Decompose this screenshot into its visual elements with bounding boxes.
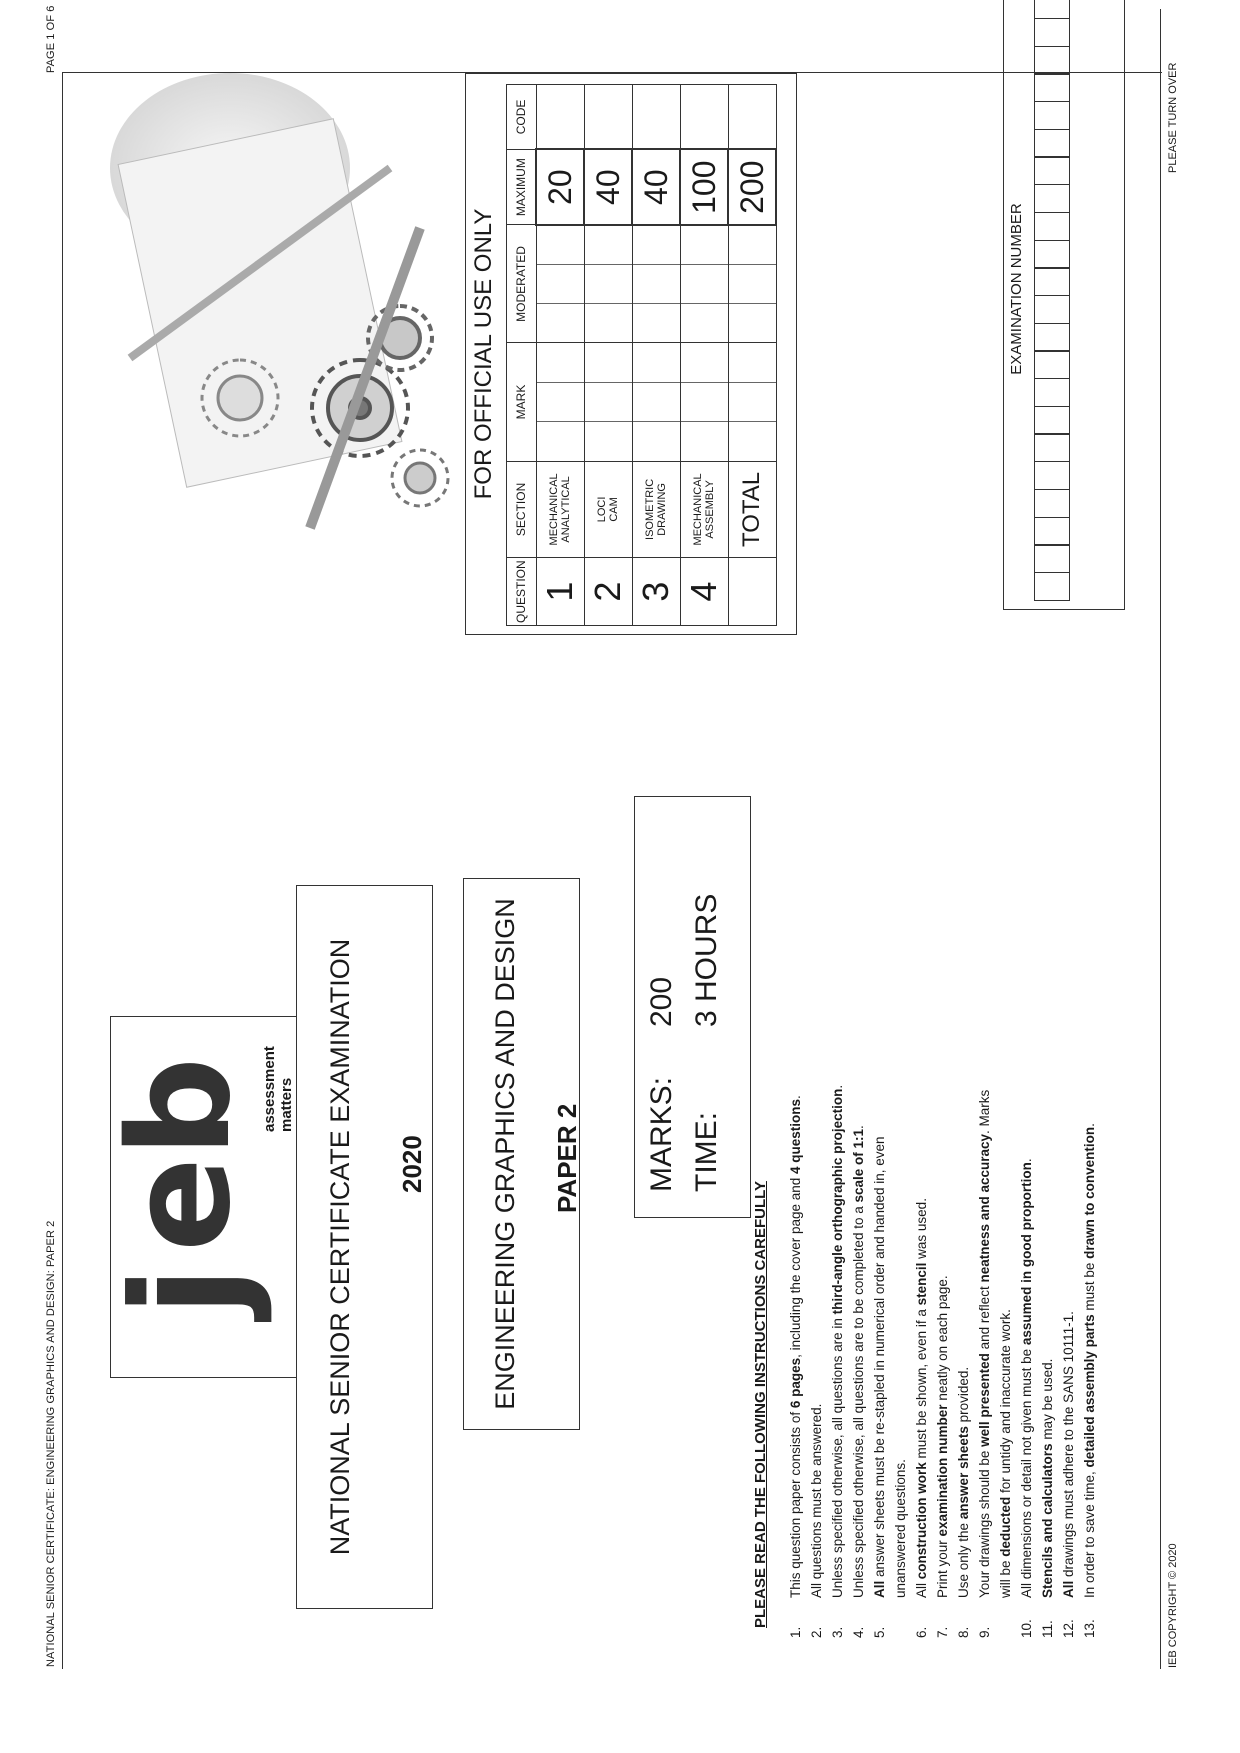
section-name [680,461,728,558]
instruction-text: will be deducted for untidy and inaccurate work. [998,1309,1013,1598]
instruction-number: 11. [1040,1620,1055,1638]
section-line-1: MECHANICAL [548,473,560,546]
official-use-box [465,73,797,635]
copyright-text: IEB COPYRIGHT © 2020 [1167,1543,1179,1668]
instruction-item [827,818,848,1638]
examination-number-cell[interactable] [1034,350,1070,379]
instruction-text: Unless specified otherwise, all questions are to be completed to a scale of 1:1. [851,1125,866,1598]
examination-number-cell[interactable] [1034,46,1070,75]
column-header-code: CODE [507,85,537,150]
total-question-cell [728,558,776,626]
question-number: 4 [680,558,728,626]
mark-cell[interactable] [632,343,680,461]
instruction-number: 4. [851,1626,866,1638]
table-row [536,85,584,626]
table-total-row [728,85,776,626]
section-line-2: ASSEMBLY [704,480,716,539]
examination-number-box [1003,0,1125,610]
instruction-text: This question paper consists of 6 pages, including the cover page and 4 questions. [788,1095,803,1598]
table-row [680,85,728,626]
examination-number-cell[interactable] [1034,212,1070,241]
code-cell[interactable] [680,85,728,150]
official-use-table [506,84,777,626]
instruction-item [1058,818,1079,1638]
instruction-item [869,818,890,1638]
examination-number-cell[interactable] [1034,461,1070,490]
examination-number-cell[interactable] [1034,517,1070,546]
moderated-cell[interactable] [632,225,680,343]
section-line-2: ANALYTICAL [560,476,572,543]
maximum-value: 100 [680,149,728,225]
exam-year: 2020 [397,1135,427,1193]
instruction-text: All drawings must adhere to the SANS 10111-1. [1061,1311,1076,1598]
section-line-2: CAM [608,497,620,522]
footer-rule [1160,9,1161,1669]
table-header-row [507,85,537,626]
logo-letters-eb: eb [99,1056,262,1252]
instruction-item [848,818,869,1638]
section-line-1: ISOMETRIC [644,478,656,540]
section-name [536,461,584,558]
instructions-heading: PLEASE READ THE FOLLOWING INSTRUCTIONS CAREFULLY [752,1181,769,1628]
examination-number-label: EXAMINATION NUMBER [1008,203,1025,375]
gear-icon [392,450,448,506]
mark-cell[interactable] [536,343,584,461]
moderated-cell[interactable] [536,225,584,343]
official-use-rows [536,85,728,626]
instruction-item [995,818,1016,1638]
title-box [296,885,433,1609]
examination-number-cell[interactable] [1034,572,1070,601]
examination-number-cell[interactable] [1034,433,1070,462]
section-line-1: MECHANICAL [692,473,704,546]
instruction-number: 3. [830,1626,845,1638]
instruction-item [785,818,806,1638]
code-cell[interactable] [584,85,632,150]
instruction-text: Unless specified otherwise, all questions are in third-angle orthographic projection. [830,1084,845,1598]
instruction-item [1079,818,1100,1638]
examination-number-cell[interactable] [1034,101,1070,130]
instruction-item [953,818,974,1638]
instruction-number: 7. [935,1626,950,1638]
section-name [584,461,632,558]
instruction-text: All dimensions or detail not given must be assumed in good proportion. [1019,1158,1034,1598]
instruction-item [806,818,827,1638]
marks-time-box [634,796,751,1218]
gears-illustration [90,68,450,588]
instruction-item [974,818,995,1638]
examination-number-cell[interactable] [1034,544,1070,573]
section-line-2: DRAWING [656,483,668,536]
examination-number-cell[interactable] [1034,156,1070,185]
instruction-number: 9. [977,1626,992,1638]
instruction-item [1016,818,1037,1638]
instruction-text: Use only the answer sheets provided. [956,1366,971,1598]
examination-number-cells [1034,0,1070,601]
examination-number-cell[interactable] [1034,295,1070,324]
section-line-1: LOCI [596,496,608,523]
instruction-text: All construction work must be shown, even if a stencil was used. [914,1198,929,1598]
marks-label: MARKS: [645,1076,678,1192]
instruction-number: 1. [788,1626,803,1638]
column-header-maximum: MAXIMUM [507,149,537,225]
examination-number-cell[interactable] [1034,489,1070,518]
column-header-question: QUESTION [507,558,537,626]
instruction-item [1037,818,1058,1638]
table-row [584,85,632,626]
frame-rule-top [62,73,63,1669]
examination-number-cell[interactable] [1034,18,1070,47]
maximum-value: 20 [536,149,584,225]
mark-cell[interactable] [680,343,728,461]
subject-title: ENGINEERING GRAPHICS AND DESIGN [490,898,520,1410]
instruction-number [995,1598,1016,1638]
instruction-item [932,818,953,1638]
examination-number-cell[interactable] [1034,323,1070,352]
exam-title: NATIONAL SENIOR CERTIFICATE EXAMINATION [325,938,355,1556]
running-header: NATIONAL SENIOR CERTIFICATE: ENGINEERING GRAPHICS AND DESIGN: PAPER 2 [45,1220,57,1667]
column-header-moderated: MODERATED [507,225,537,343]
column-header-section: SECTION [507,461,537,558]
examination-number-cell[interactable] [1034,240,1070,269]
total-mark-cell[interactable] [728,343,776,461]
examination-number-cell[interactable] [1034,129,1070,158]
instruction-text: All answer sheets must be re-stapled in numerical order and handed in, even [872,1136,887,1598]
mark-cell[interactable] [584,343,632,461]
instruction-text: Print your examination number neatly on each page. [935,1275,950,1598]
maximum-value: 40 [584,149,632,225]
instruction-number: 5. [872,1626,887,1638]
logo-tagline: assessment matters [261,1046,295,1132]
instruction-number: 8. [956,1626,971,1638]
examination-number-cell[interactable] [1034,378,1070,407]
total-label: TOTAL [728,461,776,558]
table-row [632,85,680,626]
logo-letter-j: j [101,1265,275,1317]
official-use-title: FOR OFFICIAL USE ONLY [470,208,497,500]
total-maximum: 200 [728,149,776,225]
instruction-number: 13. [1082,1619,1097,1638]
instruction-item [890,818,911,1638]
column-header-mark: MARK [507,343,537,461]
instruction-number: 12. [1061,1619,1076,1638]
examination-number-cell[interactable] [1034,0,1070,19]
instruction-text: Stencils and calculators may be used. [1040,1358,1055,1598]
question-number: 1 [536,558,584,626]
code-cell[interactable] [632,85,680,150]
examination-number-cell[interactable] [1034,406,1070,435]
instructions-list [785,818,1100,1638]
instruction-number: 10. [1019,1619,1034,1638]
section-name [632,461,680,558]
total-moderated-cell[interactable] [728,225,776,343]
time-label: TIME: [690,1112,723,1192]
turn-over-text: PLEASE TURN OVER [1167,62,1179,173]
instruction-text: All questions must be answered. [809,1403,824,1598]
examination-number-cell[interactable] [1034,184,1070,213]
instruction-number [890,1598,911,1638]
instruction-text: In order to save time, detailed assembly parts must be drawn to convention. [1082,1123,1097,1598]
code-cell[interactable] [536,85,584,150]
examination-number-cell[interactable] [1034,267,1070,296]
instruction-number: 6. [914,1626,929,1638]
instruction-text: unanswered questions. [893,1459,908,1598]
total-code-cell[interactable] [728,85,776,150]
instruction-number: 2. [809,1626,824,1638]
question-number: 3 [632,558,680,626]
instruction-item [911,818,932,1638]
paper-number: PAPER 2 [552,1103,582,1213]
instruction-text: Your drawings should be well presented and reflect neatness and accuracy. Marks [977,1089,992,1598]
examination-number-cell[interactable] [1034,73,1070,102]
moderated-cell[interactable] [680,225,728,343]
time-value: 3 HOURS [690,893,723,1027]
ieb-logo [99,1016,297,1378]
maximum-value: 40 [632,149,680,225]
moderated-cell[interactable] [584,225,632,343]
page-number: PAGE 1 OF 6 [45,5,57,73]
question-number: 2 [584,558,632,626]
marks-value: 200 [645,976,678,1027]
